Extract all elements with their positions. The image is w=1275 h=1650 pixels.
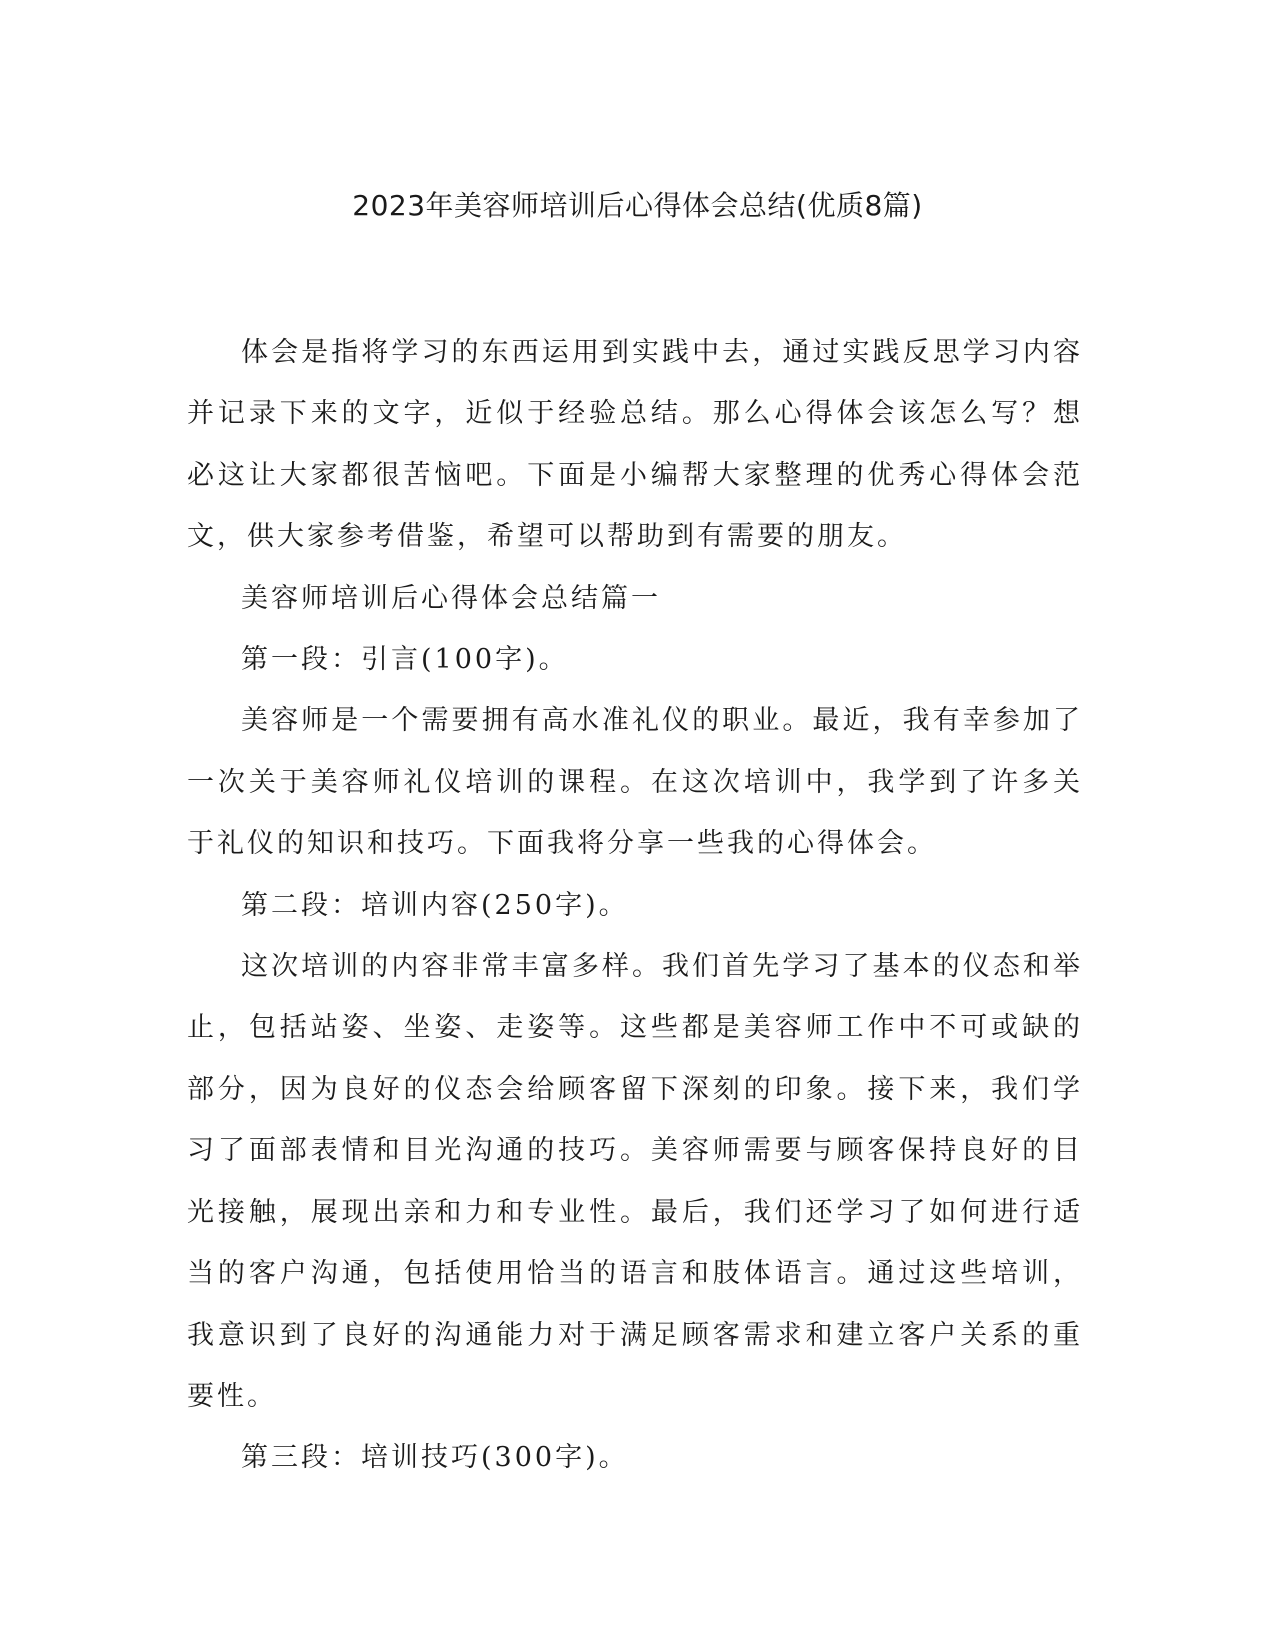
section-heading-part-one: 美容师培训后心得体会总结篇一	[241, 582, 661, 614]
paragraph-heading-training-skills: 第三段：培训技巧(300字)。	[241, 1442, 629, 1474]
body-paragraph: 美容师是一个需要拥有高水准礼仪的职业。最近，我有幸参加了一次关于美容师礼仪培训的课程。在这次培训中，我学到了许多关于礼仪的知识和技巧。下面我将分享一些我的心得体会。	[187, 705, 1083, 860]
intro-paragraph: 体会是指将学习的东西运用到实践中去，通过实践反思学习内容并记录下来的文字，近似于经验总结。那么心得体会该怎么写？想必这让大家都很苦恼吧。下面是小编帮大家整理的优秀心得体会范文，供大家参考借鉴，希望可以帮助到有需要的朋友。	[187, 337, 1083, 553]
paragraph-heading-training-content: 第二段：培训内容(250字)。	[241, 889, 629, 921]
body-paragraph: 这次培训的内容非常丰富多样。我们首先学习了基本的仪态和举止，包括站姿、坐姿、走姿等。这些都是美容师工作中不可或缺的部分，因为良好的仪态会给顾客留下深刻的印象。接下来，我们学习了面部表情和目光沟通的技巧。美容师需要与顾客保持良好的目光接触，展现出亲和力和专业性。最后，我们还学习了如何进行适当的客户沟通，包括使用恰当的语言和肢体语言。通过这些培训，我意识到了良好的沟通能力对于满足顾客需求和建立客户关系的重要性。	[187, 951, 1083, 1412]
document-body	[187, 322, 1083, 1489]
document-title: 2023年美容师培训后心得体会总结(优质8篇)	[352, 189, 923, 222]
paragraph-heading-introduction: 第一段：引言(100字)。	[241, 644, 569, 676]
